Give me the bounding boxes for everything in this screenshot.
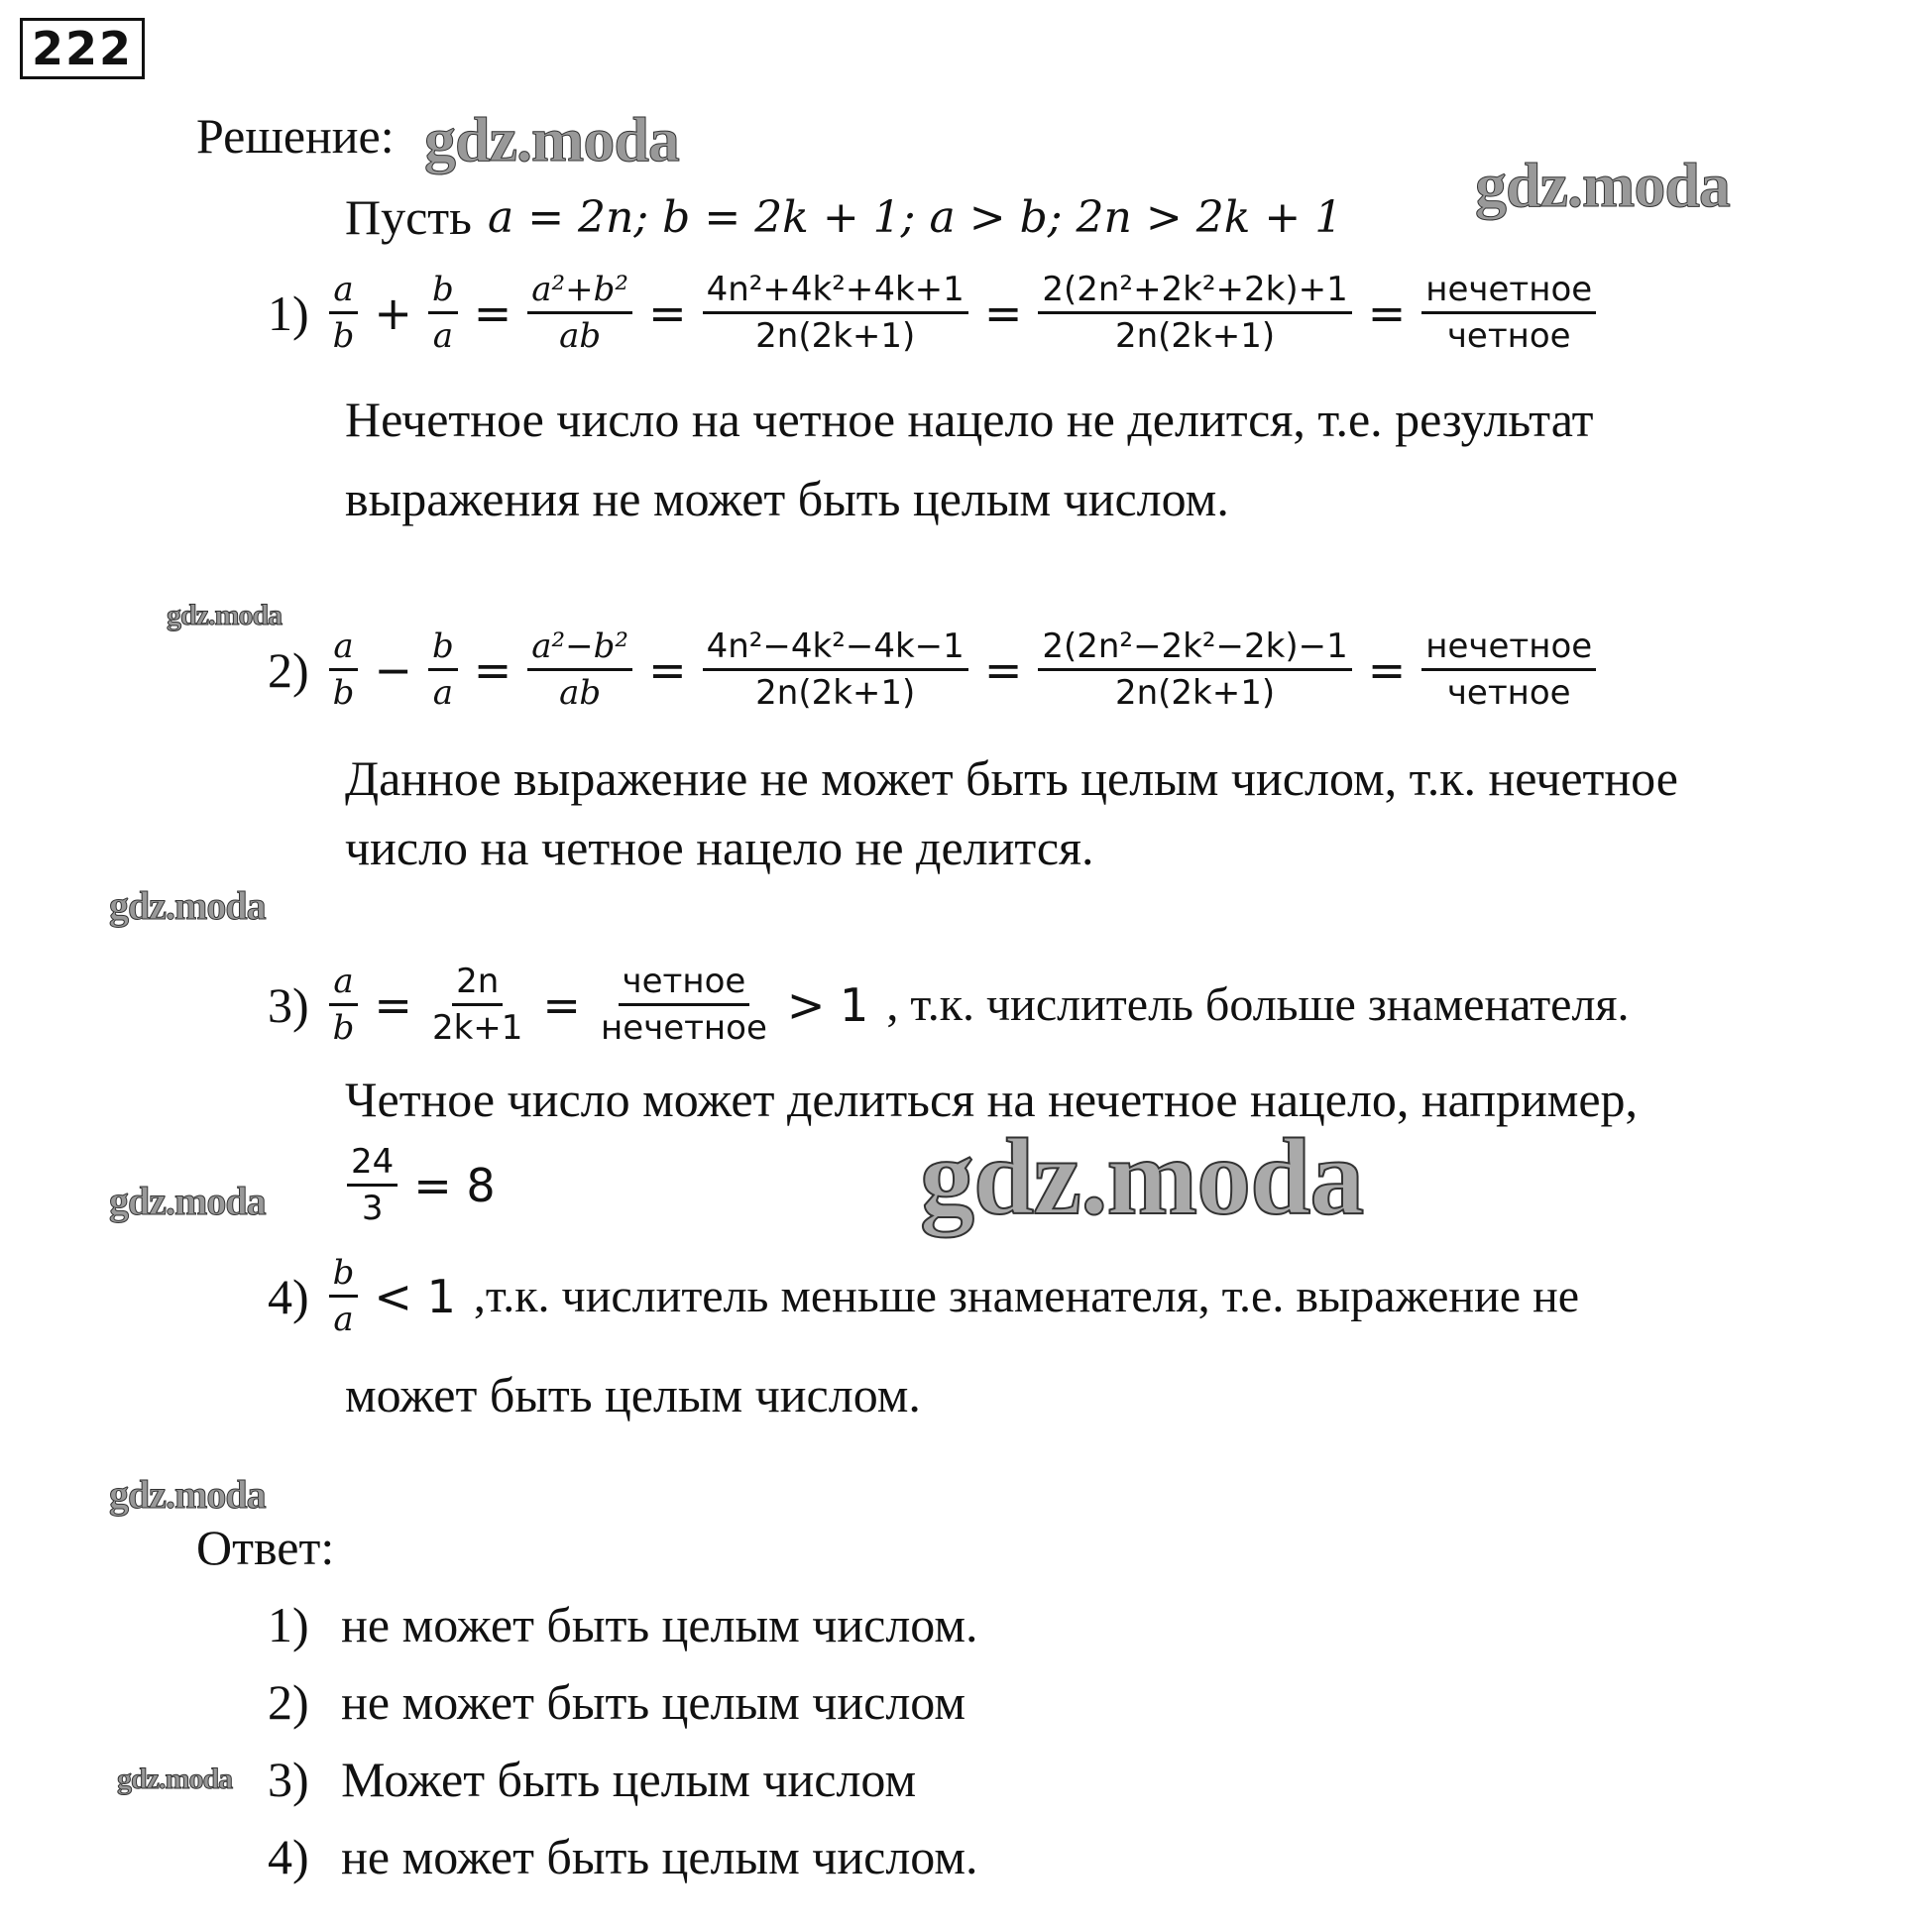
equals-sign: = bbox=[983, 642, 1023, 697]
fraction: $\frac{\text{4n²−4k²−4k−1}}{2n(2k+1)}$ bbox=[703, 625, 968, 715]
item-1-explain-line-2: выражения не может быть целым числом. bbox=[345, 471, 1229, 526]
fraction: $\frac{\text{a²−b²}}{ab}$ bbox=[527, 625, 632, 715]
equals-sign: = bbox=[983, 285, 1023, 340]
fraction: $\frac{\text{a²+b²}}{ab}$ bbox=[527, 268, 632, 358]
fraction: $\frac{\text{2(2n²−2k²−2k)−1}}{2n(2k+1)}$ bbox=[1038, 625, 1351, 715]
fraction: $\frac{\text{2(2n²+2k²+2k)+1}}{2n(2k+1)}$ bbox=[1038, 268, 1351, 358]
fraction: $\frac{\text{четное}}{\text{нечетное}}$ bbox=[600, 962, 767, 1048]
item-1-label: 1) bbox=[268, 284, 309, 341]
equals-sign: = bbox=[648, 285, 687, 340]
equals-sign: = bbox=[374, 977, 412, 1032]
solution-heading: Решение: bbox=[196, 108, 395, 164]
fraction: $\frac{b}{a}$ bbox=[428, 625, 458, 715]
watermark: gdz.moda bbox=[109, 883, 266, 928]
fraction: $\frac{b}{a}$ bbox=[428, 268, 458, 358]
answer-heading: Ответ: bbox=[196, 1520, 335, 1575]
item-4-label: 4) bbox=[268, 1268, 309, 1324]
fraction: $\frac{\text{4n²+4k²+4k+1}}{2n(2k+1)}$ bbox=[703, 268, 968, 358]
intro-line bbox=[345, 188, 1342, 246]
item-2-equation bbox=[268, 625, 1602, 715]
watermark: gdz.moda bbox=[424, 104, 679, 174]
fraction: $\frac{a}{b}$ bbox=[329, 960, 359, 1050]
answer-label: 2) bbox=[268, 1674, 309, 1730]
watermark: gdz.moda bbox=[167, 599, 283, 631]
fraction: $\frac{\text{нечетное}}{\text{четное}}$ bbox=[1421, 268, 1596, 358]
equals-sign: = bbox=[1367, 285, 1407, 340]
equals-sign: = bbox=[473, 285, 512, 340]
answer-3 bbox=[268, 1751, 916, 1808]
fraction: $\frac{b}{a}$ bbox=[329, 1251, 359, 1341]
answer-text: не может быть целым числом. bbox=[341, 1829, 978, 1884]
item-4-tail: ,т.к. числитель меньше знаменателя, т.е. выражение не bbox=[473, 1270, 1580, 1322]
item-3-example bbox=[341, 1140, 506, 1230]
equals-sign: = bbox=[648, 642, 687, 697]
intro-math: a = 2n; b = 2k + 1; a > b; 2n > 2k + 1 bbox=[487, 191, 1343, 243]
comparison: > 1 bbox=[786, 977, 869, 1032]
equals-sign: = bbox=[542, 977, 581, 1032]
intro-text: Пусть bbox=[345, 189, 472, 245]
item-4-equation bbox=[268, 1251, 1579, 1341]
answer-2 bbox=[268, 1673, 965, 1731]
item-2-explain-line-1: Данное выражение не может быть целым числом, т.к. нечетное bbox=[345, 750, 1678, 806]
item-3-label: 3) bbox=[268, 976, 309, 1033]
item-3-tail: , т.к. числитель больше знаменателя. bbox=[886, 978, 1630, 1031]
answer-text: не может быть целым числом. bbox=[341, 1597, 978, 1652]
problem-number: 222 bbox=[20, 18, 145, 79]
watermark: gdz.moda bbox=[109, 1179, 266, 1223]
item-4-explain-line-2: может быть целым числом. bbox=[345, 1367, 921, 1422]
answer-label: 4) bbox=[268, 1829, 309, 1884]
watermark: gdz.moda bbox=[117, 1762, 233, 1795]
example-result: = 8 bbox=[413, 1158, 496, 1212]
answer-label: 1) bbox=[268, 1597, 309, 1652]
operator-sign: + bbox=[374, 285, 412, 340]
operator-sign: − bbox=[374, 642, 412, 697]
fraction: $\frac{24}{3}$ bbox=[347, 1140, 397, 1230]
item-3-equation bbox=[268, 960, 1630, 1050]
item-1-explain-line-1: Нечетное число на четное нацело не делится, т.е. результат bbox=[345, 392, 1594, 447]
watermark: gdz.moda bbox=[109, 1472, 266, 1517]
watermark: gdz.moda bbox=[920, 1116, 1364, 1237]
equals-sign: = bbox=[1367, 642, 1407, 697]
answer-4 bbox=[268, 1828, 978, 1885]
item-2-label: 2) bbox=[268, 641, 309, 698]
fraction: $\frac{a}{b}$ bbox=[329, 625, 359, 715]
fraction: $\frac{\text{нечетное}}{\text{четное}}$ bbox=[1421, 625, 1596, 715]
item-2-explain-line-2: число на четное нацело не делится. bbox=[345, 820, 1094, 875]
item-3-explain-line-1: Четное число может делиться на нечетное нацело, например, bbox=[345, 1072, 1639, 1127]
item-1-equation bbox=[268, 268, 1602, 358]
fraction: $\frac{2n}{2k+1}$ bbox=[431, 962, 523, 1048]
answer-label: 3) bbox=[268, 1752, 309, 1807]
answer-text: Может быть целым числом bbox=[341, 1752, 917, 1807]
answer-1 bbox=[268, 1596, 978, 1653]
equals-sign: = bbox=[473, 642, 512, 697]
comparison: < 1 bbox=[374, 1269, 456, 1323]
answer-text: не может быть целым числом bbox=[341, 1674, 965, 1730]
watermark: gdz.moda bbox=[1475, 150, 1730, 220]
fraction: $\frac{a}{b}$ bbox=[329, 268, 359, 358]
